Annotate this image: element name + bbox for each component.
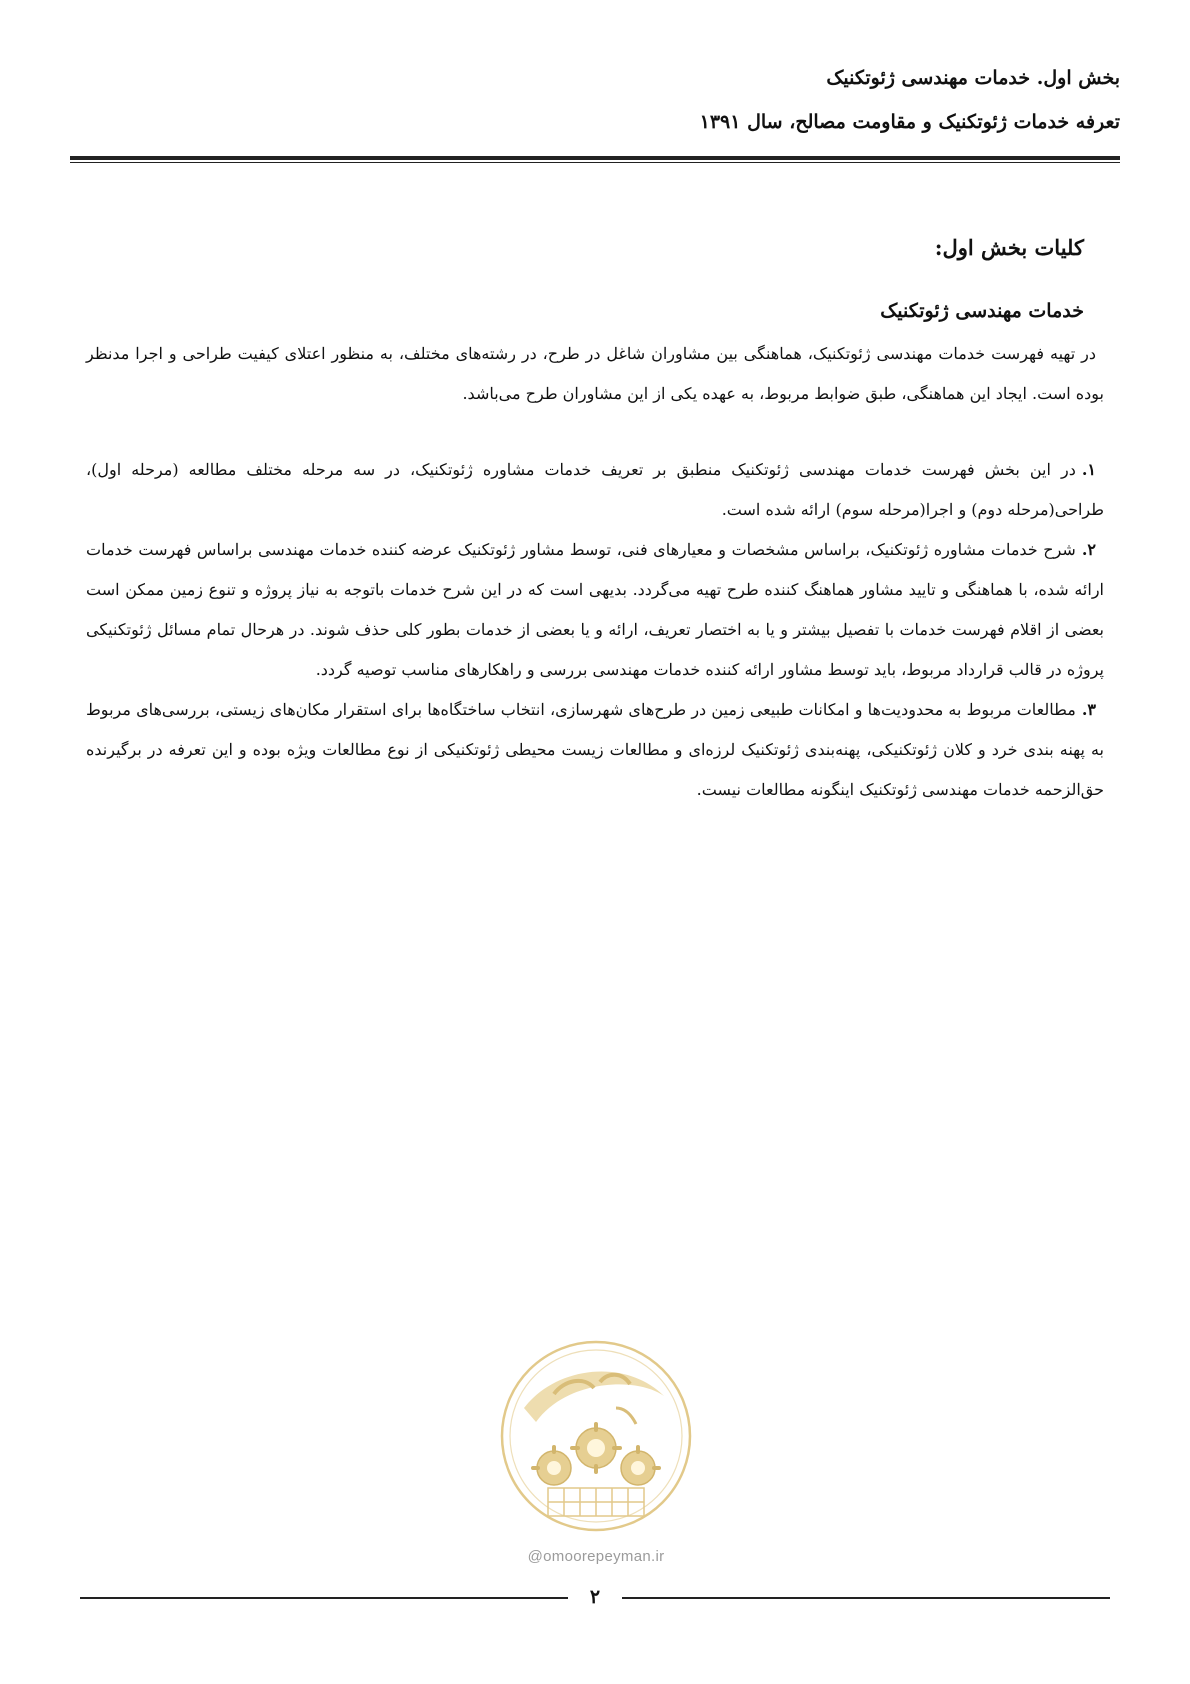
header-document-title: تعرفه خدمات ژئوتکنیک و مقاومت مصالح، سال ۱۳۹۱ <box>699 111 1120 133</box>
item-number: ۳. <box>1081 700 1096 719</box>
item-number: ۲. <box>1081 540 1096 559</box>
intro-paragraph: در تهیه فهرست خدمات مهندسی ژئوتکنیک، هماهنگی بین مشاوران شاغل در طرح، در رشته‌های مختلف، به منظور اعتلای کیفیت طراحی و اجرا مدنظر بوده است. ایجاد این هماهنگی، طبق ضوابط مربوط، به عهده یکی از این مشاوران طرح می‌باشد. <box>86 344 1104 403</box>
section-title: کلیات بخش اول: <box>934 235 1084 260</box>
list-item <box>86 530 1104 690</box>
omoor-peyman-logo <box>496 1336 696 1536</box>
page-footer <box>80 1582 1110 1612</box>
item-text: در این بخش فهرست خدمات مهندسی ژئوتکنیک منطبق بر تعریف خدمات مشاوره ژئوتکنیک، در سه مرحله مختلف مطالعه (مرحله اول)، طراحی(مرحله دوم) و اجرا(مرحله سوم) ارائه شده است. <box>86 460 1104 519</box>
page-header <box>70 56 1120 144</box>
item-text: مطالعات مربوط به محدودیت‌ها و امکانات طبیعی زمین در طرح‌های شهرسازی، انتخاب ساختگاه‌ها برای استقرار مکان‌های زیستی، بررسی‌های مربوط به پهنه بندی خرد و کلان ژئوتکنیکی، پهنه‌بندی ژئوتکنیک لرزه‌ای و مطالعات زیست محیطی ژئوتکنیکی از نوع مطالعات ویژه بوده و این تعرفه در برگیرنده حق‌الزحمه خدمات مهندسی ژئوتکنیک اینگونه مطالعات نیست. <box>86 700 1104 799</box>
list-item <box>86 690 1104 810</box>
page-number: ۲ <box>589 1586 601 1608</box>
website-watermark: @omoorepeyman.ir <box>527 1548 665 1565</box>
main-content <box>86 228 1104 810</box>
item-text: شرح خدمات مشاوره ژئوتکنیک، براساس مشخصات و معیارهای فنی، توسط مشاور ژئوتکنیک عرضه کننده خدمات مهندسی براساس فهرست خدمات ارائه شده، با هماهنگی و تایید مشاور هماهنگ کننده طرح تهیه می‌گردد. بدیهی است که در این شرح خدمات باتوجه به نیاز پروژه و تنوع زمین ممکن است بعضی از اقلام فهرست خدمات با تفصیل بیشتر و یا به اختصار تعریف، ارائه و یا بعضی از خدمات بطور کلی حذف شوند. در هرحال تمام مسائل ژئوتکنیکی پروژه در قالب قرارداد مربوط، باید توسط مشاور ارائه کننده خدمات مهندسی بررسی و راهکارهای مناسب توصیه گردد. <box>86 540 1104 679</box>
subsection-title: خدمات مهندسی ژئوتکنیک <box>880 300 1084 322</box>
logo-seal-icon <box>496 1336 696 1536</box>
footer-rule-right <box>622 1597 1110 1599</box>
header-divider <box>70 156 1120 163</box>
header-chapter-title: بخش اول. خدمات مهندسی ژئوتکنیک <box>826 67 1120 89</box>
list-item <box>86 450 1104 530</box>
item-number: ۱. <box>1081 460 1096 479</box>
